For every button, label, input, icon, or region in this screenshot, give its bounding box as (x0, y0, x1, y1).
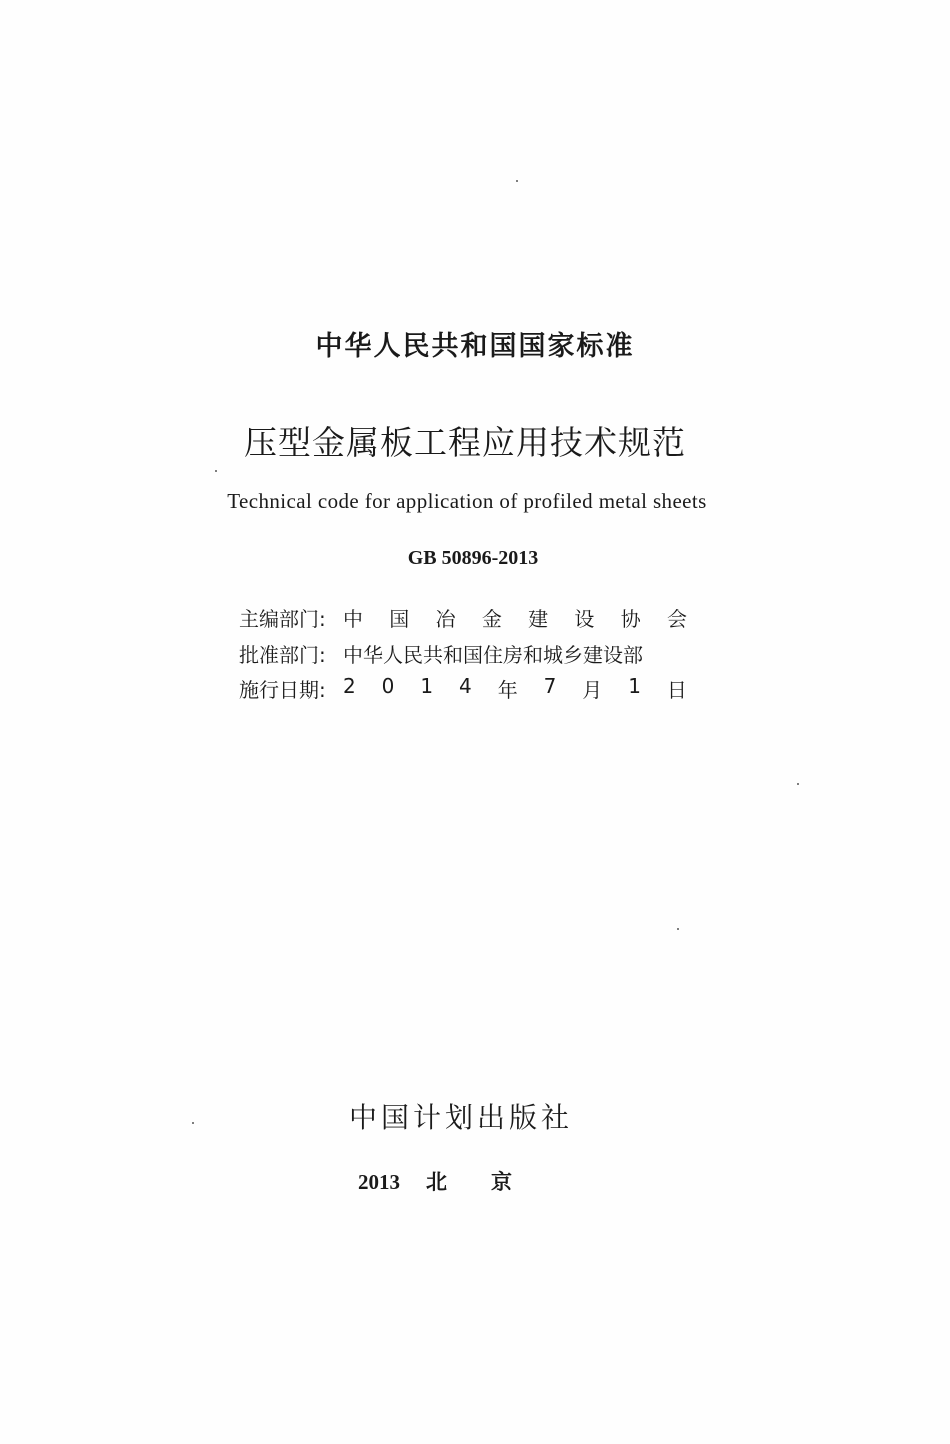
chief-department-char: 建 (528, 606, 549, 631)
scan-speck (192, 1122, 194, 1124)
scan-speck (516, 180, 518, 182)
effective-date-char: 0 (381, 673, 395, 698)
effective-date-char: 年 (497, 677, 518, 702)
effective-date-row (239, 673, 687, 703)
approval-department-value: 中华人民共和国住房和城乡建设部 (343, 642, 643, 667)
chief-department-char: 会 (666, 606, 687, 631)
effective-date-char: 4 (459, 673, 472, 698)
chief-department-row (239, 602, 687, 632)
effective-date-char: 日 (666, 677, 687, 702)
scan-speck (797, 783, 799, 785)
effective-date-char: 7 (543, 673, 557, 698)
approval-department-label: 批准部门: (239, 642, 326, 667)
publication-place-year (0, 1166, 932, 1196)
chief-department-char: 设 (574, 606, 595, 631)
effective-date-label: 施行日期: (239, 677, 326, 702)
chief-department-char: 冶 (435, 606, 456, 631)
effective-date-char: 1 (628, 673, 641, 698)
effective-date-char: 2 (343, 673, 356, 698)
title-chinese: 压型金属板工程应用技术规范 (244, 423, 686, 462)
approval-department-row (239, 638, 687, 668)
publication-city: 北京 (426, 1170, 556, 1194)
publication-year: 2013 (358, 1170, 400, 1194)
scan-speck (215, 470, 217, 472)
chief-department-char: 国 (389, 606, 410, 631)
publisher: 中国计划出版社 (348, 1101, 573, 1134)
effective-date-char: 1 (420, 673, 434, 698)
scan-speck (677, 928, 679, 930)
title-english: Technical code for application of profiled metal sheets (227, 489, 707, 513)
chief-department-value (343, 603, 687, 632)
effective-date-value (343, 674, 687, 703)
standard-issuer: 中华人民共和国国家标准 (315, 331, 635, 362)
chief-department-char: 金 (481, 606, 502, 631)
chief-department-char: 中 (343, 606, 363, 631)
standard-number: GB 50896-2013 (407, 547, 539, 569)
chief-department-char: 协 (620, 606, 641, 631)
chief-department-label: 主编部门: (239, 606, 326, 631)
effective-date-char: 月 (582, 677, 603, 702)
